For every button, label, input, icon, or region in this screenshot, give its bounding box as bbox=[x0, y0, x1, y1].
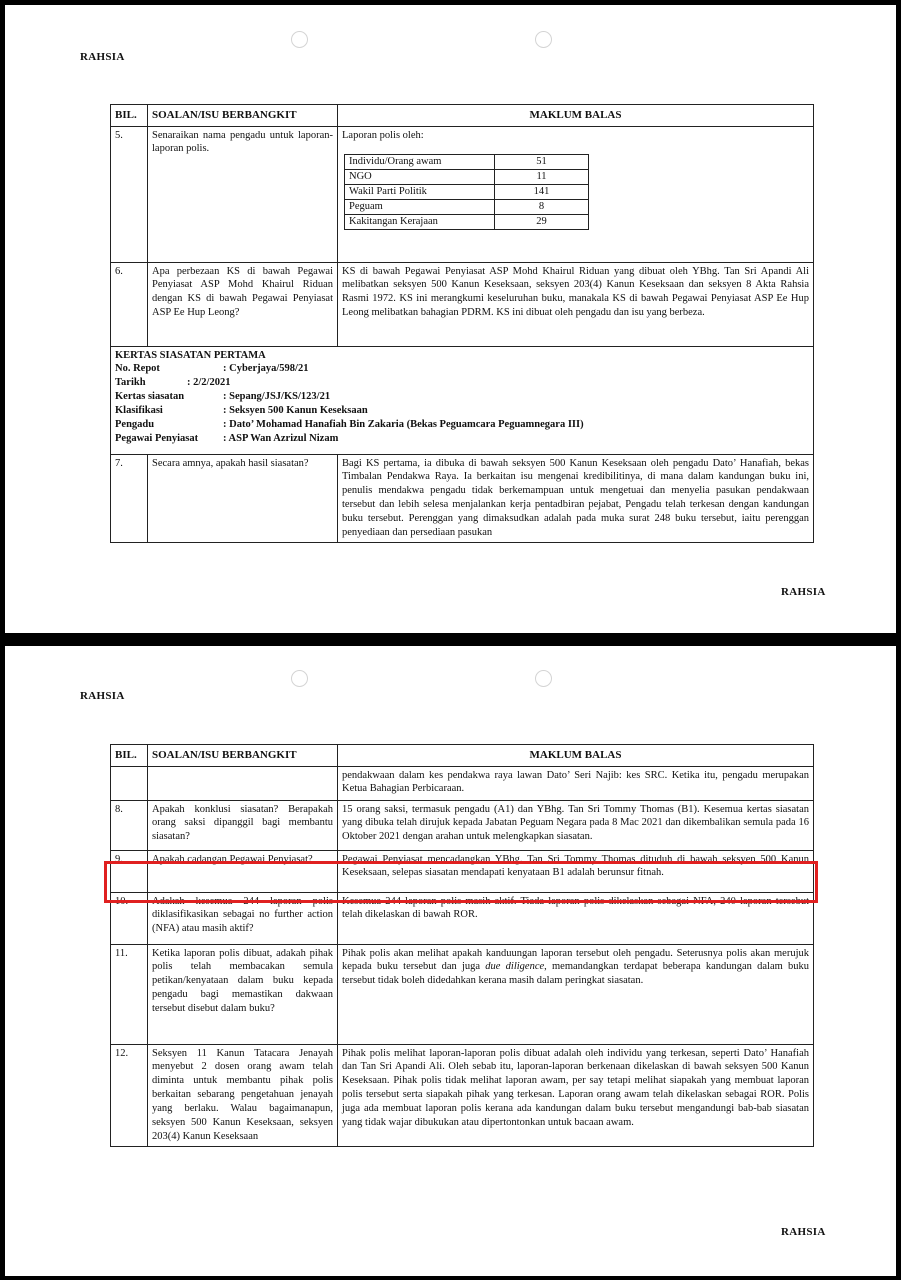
punch-hole-right bbox=[535, 670, 552, 687]
answer-text: 15 orang saksi, termasuk pengadu (A1) dan YBhg. Tan Sri Tommy Thomas (B1). Kesemua kertas siasatan yang dibuka telah dirujuk kepada Jabatan Peguam Negara pada 8 Mac 2021 dan dikembalikan semula pada 16 Oktober 2021 dengan arahan untuk melengkapkan siasatan. bbox=[338, 800, 814, 850]
question-text: Seksyen 11 Kanun Tatacara Jenayah menyebut 2 dosen orang awam telah diminta untuk membantu pihak polis berkaitan sebarang pengetahuan jenayah yang berlaku. Walau bagaimanapun, seksyen 500 Kanun Keseksaan, seksyen 203(4) Kanun Keseksaan bbox=[148, 1044, 338, 1146]
table-row-12 bbox=[111, 1044, 814, 1146]
count-value: 29 bbox=[495, 214, 589, 229]
kertas-label: Kertas siasatan bbox=[115, 391, 185, 403]
header-maklum: MAKLUM BALAS bbox=[338, 745, 814, 767]
kertas-value: : ASP Wan Azrizul Nizam bbox=[223, 432, 339, 444]
qa-table-page-1 bbox=[110, 104, 814, 543]
kertas-label: No. Repot bbox=[115, 363, 160, 375]
kertas-field bbox=[115, 418, 809, 432]
answer-text: pendakwaan dalam kes pendakwa raya lawan Dato’ Seri Najib: kes SRC. Ketika itu, pengadu merupakan Ketua Bahagian Perbicaraan. bbox=[338, 766, 814, 800]
count-row bbox=[345, 170, 589, 185]
document-page-2 bbox=[5, 646, 896, 1276]
kertas-field bbox=[115, 404, 809, 418]
count-value: 8 bbox=[495, 199, 589, 214]
row-number: 11. bbox=[111, 944, 148, 1044]
question-text: Apakah cadangan Pegawai Penyiasat? bbox=[148, 850, 338, 892]
qa-table-page-2 bbox=[110, 744, 814, 1147]
count-label: Individu/Orang awam bbox=[345, 155, 495, 170]
kertas-field bbox=[115, 432, 809, 446]
header-soalan: SOALAN/ISU BERBANGKIT bbox=[148, 745, 338, 767]
table-row-5 bbox=[111, 126, 814, 262]
answer-text: Pihak polis melihat laporan-laporan polis dibuat adalah oleh individu yang terkesan, seperti Dato’ Hanafiah dan Tan Sri Apandi Ali. Oleh sebab itu, laporan-laporan berkenaan dikelaskan di bawah seksyen 500 Kanun Keseksaan. Pihak polis tidak melihat laporan awam, per say tetapi melihat siapakah yang membuat laporan polis tersebut serta siapakah pihak yang terkesan. Laporan orang awam telah dikelaskan sebagai ROR. Polis juga ada membuat laporan polis kerana ada kandungan dalam buku tersebut mengandungi bab-bab siasatan yang tidak wajar dibukukan atau dipertontonkan untuk bacaan awam. bbox=[338, 1044, 814, 1146]
header-soalan: SOALAN/ISU BERBANGKIT bbox=[148, 105, 338, 127]
count-label: Wakil Parti Politik bbox=[345, 185, 495, 200]
row-number: 10. bbox=[111, 892, 148, 944]
count-row bbox=[345, 214, 589, 229]
classification-mark-top: RAHSIA bbox=[80, 690, 125, 702]
row-number: 7. bbox=[111, 454, 148, 542]
punch-hole-right bbox=[535, 31, 552, 48]
kertas-label: Klasifikasi bbox=[115, 404, 163, 416]
kertas-field bbox=[115, 362, 809, 376]
classification-mark-bottom: RAHSIA bbox=[781, 1226, 826, 1238]
table-row-continuation bbox=[111, 766, 814, 800]
classification-mark-bottom: RAHSIA bbox=[781, 586, 826, 598]
punch-hole-left bbox=[291, 31, 308, 48]
count-label: Peguam bbox=[345, 199, 495, 214]
row-number: 6. bbox=[111, 262, 148, 346]
kertas-value: : Sepang/JSJ/KS/123/21 bbox=[223, 391, 331, 403]
kertas-value: : Seksyen 500 Kanun Keseksaan bbox=[223, 404, 368, 416]
kertas-siasatan-row bbox=[111, 346, 814, 454]
question-text: Senaraikan nama pengadu untuk laporan-laporan polis. bbox=[148, 126, 338, 262]
row-number: 8. bbox=[111, 800, 148, 850]
table-row-11 bbox=[111, 944, 814, 1044]
header-maklum: MAKLUM BALAS bbox=[338, 105, 814, 127]
count-label: Kakitangan Kerajaan bbox=[345, 214, 495, 229]
answer-text-part: Pihak polis akan melihat apakah kanduungan laporan tersebut oleh pengadu. Seterusnya polis akan merujuk kepada buku tersebut dan juga bbox=[342, 947, 809, 973]
answer-cell bbox=[338, 944, 814, 1044]
complainant-count-table bbox=[344, 154, 589, 229]
count-row bbox=[345, 155, 589, 170]
classification-mark-top: RAHSIA bbox=[80, 51, 125, 63]
count-value: 141 bbox=[495, 185, 589, 200]
kertas-title: KERTAS SIASATAN PERTAMA bbox=[115, 349, 266, 361]
row-number: 9. bbox=[111, 850, 148, 892]
punch-hole-left bbox=[291, 670, 308, 687]
table-row-8 bbox=[111, 800, 814, 850]
answer-emphasis: due diligence bbox=[485, 961, 545, 973]
question-text: Secara amnya, apakah hasil siasatan? bbox=[148, 454, 338, 542]
row-number: 5. bbox=[111, 126, 148, 262]
count-row bbox=[345, 185, 589, 200]
answer-intro: Laporan polis oleh: bbox=[342, 129, 424, 141]
kertas-field bbox=[115, 376, 809, 390]
table-row-7 bbox=[111, 454, 814, 542]
answer-text: Pegawai Penyiasat mencadangkan YBhg. Tan Sri Tommy Thomas dituduh di bawah seksyen 500 Kanun Keseksaan, selepas siasatan mendapati kenyataan B1 adalah berunsur fitnah. bbox=[338, 850, 814, 892]
kertas-siasatan-block bbox=[111, 346, 814, 454]
answer-cell bbox=[338, 126, 814, 262]
count-label: NGO bbox=[345, 170, 495, 185]
highlight-box-row-9 bbox=[104, 861, 818, 903]
question-text: Apakah konklusi siasatan? Berapakah orang saksi dipanggil bagi membantu siasatan? bbox=[148, 800, 338, 850]
kertas-value: : 2/2/2021 bbox=[187, 377, 231, 389]
table-header-row bbox=[111, 745, 814, 767]
answer-text-part: , memandangkan terdapat beberapa kandungan dalam buku tersebut tidak boleh didedahkan kerana masih dalam peringkat siasatan. bbox=[342, 961, 809, 987]
count-value: 51 bbox=[495, 155, 589, 170]
header-bil: BIL. bbox=[111, 105, 148, 127]
question-text: Adakah kesemua 244 laporan polis diklasifikasikan sebagai no further action (NFA) atau masih aktif? bbox=[148, 892, 338, 944]
kertas-label: Pegawai Penyiasat bbox=[115, 432, 199, 444]
answer-text: KS di bawah Pegawai Penyiasat ASP Mohd Khairul Riduan yang dibuat oleh YBhg. Tan Sri Apandi Ali melibatkan seksyen 500 Kanun Keseksaan, seksyen 203(4) Kanun Keseksaan dan seksyen 8 Akta Rahsia Rasmi 1972. KS ini merangkumi keseluruhan buku, manakala KS di bawah Pegawai Penyiasat ASP Ee Hup Leong melibatkan bahagian PDRM. KS ini dibuat oleh pengadu dan isu yang berbeza. bbox=[338, 262, 814, 346]
kertas-field bbox=[115, 390, 809, 404]
kertas-value: : Dato’ Mohamad Hanafiah Bin Zakaria (Bekas Peguamcara Peguamnegara III) bbox=[223, 418, 584, 430]
kertas-label: Pengadu bbox=[115, 418, 155, 430]
answer-text: Bagi KS pertama, ia dibuka di bawah seksyen 500 Kanun Keseksaan oleh pengadu Dato’ Hanafiah, bekas Timbalan Pendakwa Raya. Ia berkaitan isu mengenai kredibilitinya, di mana dalam kandungan buku ini, penulis mendakwa pengadu tidak berkemampuan untuk mengetuai dan menyelia pasukan pendakwaan tersebut dan lebih selesa menjalankan kerja pentadbiran pejabat, Pengadu telah terkesan dengan kandungan buku tersebut. Perenggan yang dimaksudkan adalah pada muka surat 248 buku tersebut, iaitu perenggan penyediaan dan persediaan pasukan bbox=[338, 454, 814, 542]
count-row bbox=[345, 199, 589, 214]
row-number: 12. bbox=[111, 1044, 148, 1146]
question-text: Ketika laporan polis dibuat, adakah pihak polis telah membacakan semula petikan/kenyataan dalam buku kepada pengadu bagi memastikan dakwaan tersebut disebut dalam buku? bbox=[148, 944, 338, 1044]
table-row-6 bbox=[111, 262, 814, 346]
count-value: 11 bbox=[495, 170, 589, 185]
kertas-value: : Cyberjaya/598/21 bbox=[223, 363, 309, 375]
kertas-label: Tarikh bbox=[115, 377, 146, 389]
header-bil: BIL. bbox=[111, 745, 148, 767]
question-text: Apa perbezaan KS di bawah Pegawai Penyiasat ASP Mohd Khairul Riduan dengan KS di bawah Pegawai Penyiasat ASP Ee Hup Leong? bbox=[148, 262, 338, 346]
document-page-1 bbox=[5, 5, 896, 633]
table-header-row bbox=[111, 105, 814, 127]
answer-text: Kesemua 244 laporan polis masih aktif. Tiada laporan polis dikelaskan sebagai NFA, 240 laporan tersebut telah dikelaskan di bawah ROR. bbox=[338, 892, 814, 944]
